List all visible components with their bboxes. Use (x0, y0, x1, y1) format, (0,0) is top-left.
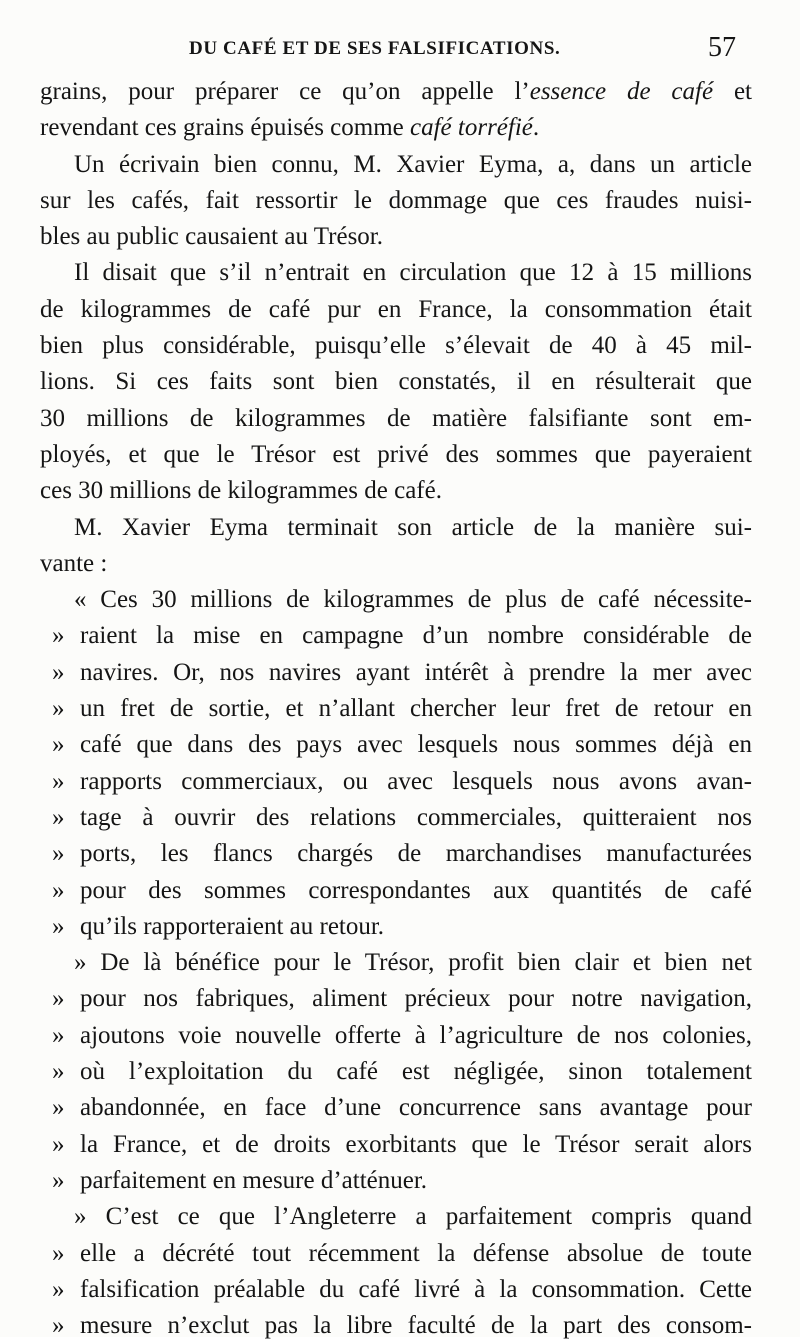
text-line (40, 655, 752, 691)
text-segment: de kilogrammes de café pur en France, la consommation était (40, 295, 752, 323)
text-line (40, 1163, 752, 1199)
quote-mark: » (52, 731, 65, 759)
text-line (40, 1308, 752, 1344)
text-segment: Un écrivain bien connu, M. Xavier Eyma, a, dans un article (74, 150, 752, 178)
text-segment: ployés, et que le Trésor est privé des sommes que payeraient (40, 440, 752, 468)
text-line (40, 909, 752, 945)
text-segment: vante : (40, 549, 108, 577)
text-segment: M. Xavier Eyma terminait son article de la manière sui- (74, 513, 752, 541)
text-line (40, 618, 752, 654)
quote-mark: » (52, 622, 65, 650)
text-segment: rapports commerciaux, ou avec lesquels nous avons avan- (80, 767, 752, 795)
text-segment: falsification préalable du café livré à la consommation. Cette (80, 1275, 752, 1303)
quote-mark: » (52, 803, 65, 831)
body-text (40, 74, 752, 1344)
text-line (40, 1018, 752, 1054)
text-segment: abandonnée, en face d’une concurrence sans avantage pour (80, 1094, 752, 1122)
text-segment: « Ces 30 millions de kilogrammes de plus de café nécessite- (74, 586, 752, 614)
text-line (40, 219, 752, 255)
text-segment: ports, les flancs chargés de marchandises manufacturées (80, 840, 752, 868)
quote-mark: » (52, 1021, 65, 1049)
text-segment: tage à ouvrir des relations commerciales, quitteraient nos (80, 803, 752, 831)
text-segment: » C’est ce que l’Angleterre a parfaitement compris quand (74, 1203, 752, 1231)
text-line (40, 546, 752, 582)
text-line (40, 110, 752, 146)
text-segment: raient la mise en campagne d’un nombre considérable de (80, 622, 752, 650)
text-segment: ces 30 millions de kilogrammes de café. (40, 477, 442, 505)
text-segment: ajoutons voie nouvelle offerte à l’agriculture de nos colonies, (80, 1021, 752, 1049)
text-line (40, 1090, 752, 1126)
text-line (40, 981, 752, 1017)
quote-mark: » (52, 840, 65, 868)
italic-term: café torréfié (410, 114, 533, 142)
text-line (40, 147, 752, 183)
text-line (40, 1272, 752, 1308)
text-line (40, 364, 752, 400)
text-line (40, 183, 752, 219)
text-line (40, 945, 752, 981)
text-line (40, 727, 752, 763)
quote-mark: » (52, 985, 65, 1013)
text-segment: navires. Or, nos navires ayant intérêt à prendre la mer avec (80, 658, 752, 686)
text-line (40, 292, 752, 328)
running-title: DU CAFÉ ET DE SES FALSIFICATIONS. (189, 38, 561, 59)
text-line (40, 800, 752, 836)
quote-mark: » (52, 695, 65, 723)
text-segment: un fret de sortie, et n’allant chercher leur fret de retour en (80, 695, 752, 723)
text-segment: pour nos fabriques, aliment précieux pour notre navigation, (80, 985, 752, 1013)
text-segment: Il disait que s’il n’entrait en circulation que 12 à 15 millions (74, 259, 752, 287)
text-segment: et (713, 78, 752, 105)
text-line (40, 74, 752, 110)
text-line (40, 328, 752, 364)
text-segment: pour des sommes correspondantes aux quantités de café (80, 876, 752, 904)
page-number: 57 (708, 32, 736, 63)
text-segment: la France, et de droits exorbitants que le Trésor serait alors (80, 1130, 752, 1158)
text-segment: revendant ces grains épuisés comme (40, 114, 411, 142)
text-segment: bien plus considérable, puisqu’elle s’élevait de 40 à 45 mil- (40, 332, 752, 360)
quote-mark: » (52, 1239, 65, 1267)
text-segment: grains, pour préparer ce qu’on appelle l’ (40, 78, 530, 105)
text-line (40, 1127, 752, 1163)
text-segment: lions. Si ces faits sont bien constatés, il en résulterait que (40, 368, 752, 396)
text-line (40, 1199, 752, 1235)
quote-mark: » (52, 1166, 65, 1194)
text-line (40, 764, 752, 800)
quote-mark: » (52, 767, 65, 795)
text-line (40, 401, 752, 437)
quote-mark: » (52, 876, 65, 904)
text-segment: où l’exploitation du café est négligée, sinon totalement (80, 1058, 752, 1086)
text-segment: qu’ils rapporteraient au retour. (80, 912, 385, 940)
page-header (44, 34, 736, 64)
text-segment: » De là bénéfice pour le Trésor, profit bien clair et bien net (74, 949, 752, 977)
quote-mark: » (52, 1058, 65, 1086)
text-line (40, 582, 752, 618)
text-line (40, 473, 752, 509)
text-segment: parfaitement en mesure d’atténuer. (80, 1166, 428, 1194)
text-line (40, 437, 752, 473)
text-segment: 30 millions de kilogrammes de matière falsifiante sont em- (40, 404, 752, 432)
quote-mark: » (52, 1312, 65, 1340)
quote-mark: » (52, 912, 65, 940)
text-segment: . (532, 114, 540, 142)
text-line (40, 691, 752, 727)
text-segment: sur les cafés, fait ressortir le dommage que ces fraudes nuisi- (40, 186, 752, 214)
quote-mark: » (52, 1094, 65, 1122)
text-segment: bles au public causaient au Trésor. (40, 223, 383, 251)
text-line (40, 1236, 752, 1272)
text-segment: café que dans des pays avec lesquels nous sommes déjà en (80, 731, 752, 759)
quote-mark: » (52, 1275, 65, 1303)
text-segment: mesure n’exclut pas la libre faculté de la part des consom- (80, 1312, 752, 1340)
italic-term: essence de café (529, 78, 714, 105)
text-line (40, 873, 752, 909)
text-segment: elle a décrété tout récemment la défense absolue de toute (80, 1239, 752, 1267)
text-line (40, 510, 752, 546)
text-line (40, 1054, 752, 1090)
text-line (40, 836, 752, 872)
text-line (40, 255, 752, 291)
quote-mark: » (52, 658, 65, 686)
quote-mark: » (52, 1130, 65, 1158)
